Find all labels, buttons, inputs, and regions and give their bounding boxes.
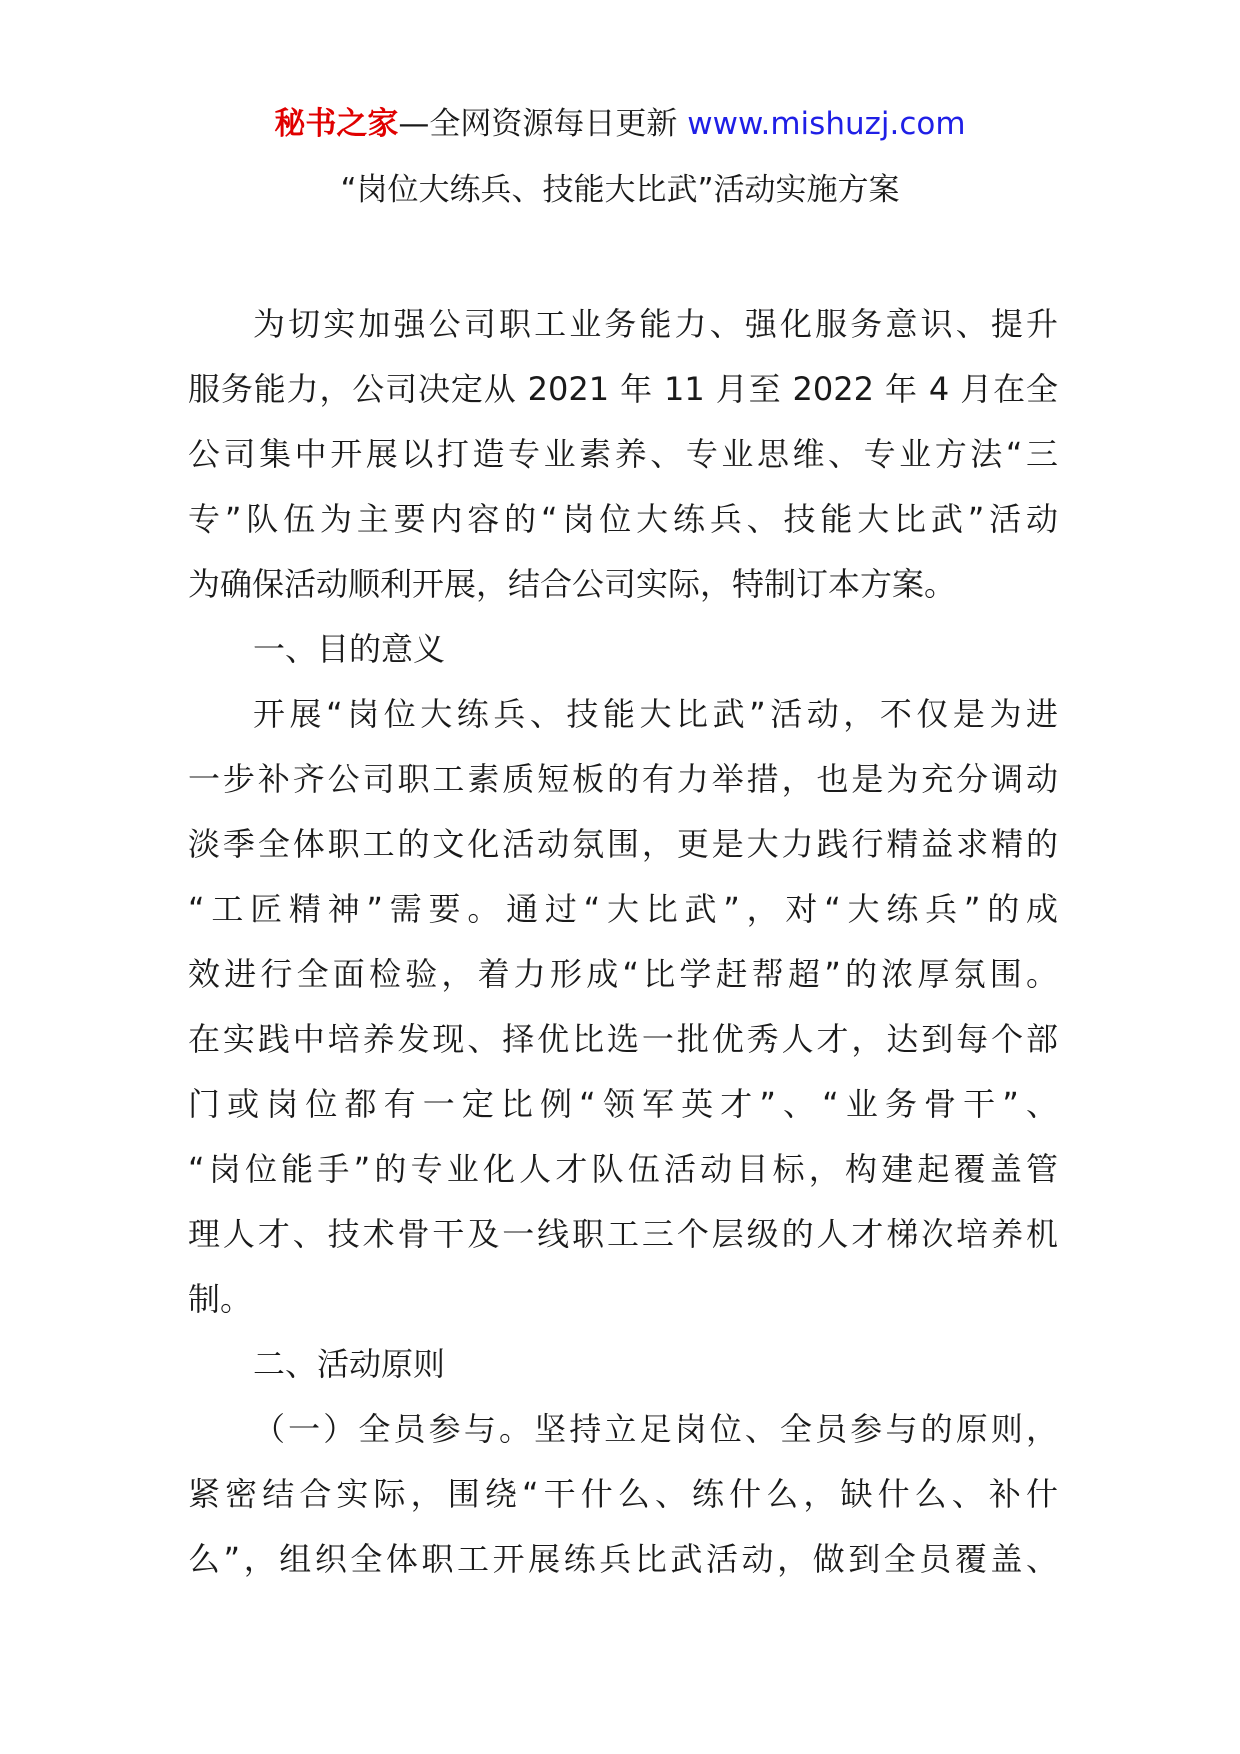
paragraph-line: 公司集中开展以打造专业素养、专业思维、专业方法“三 — [188, 435, 1058, 473]
paragraph-line: 为切实加强公司职工业务能力、强化服务意识、提升 — [253, 305, 1058, 343]
paragraph-line: （一）全员参与。坚持立足岗位、全员参与的原则， — [253, 1410, 1058, 1448]
paragraph-line: 制。 — [188, 1280, 253, 1318]
paragraph-line: 在实践中培养发现、择优比选一批优秀人才，达到每个部 — [188, 1020, 1058, 1058]
document-title: “岗位大练兵、技能大比武”活动实施方案 — [340, 172, 900, 208]
paragraph-line: 开展“岗位大练兵、技能大比武”活动，不仅是为进 — [253, 695, 1058, 733]
section-heading: 一、目的意义 — [253, 630, 446, 668]
paragraph-line: 淡季全体职工的文化活动氛围，更是大力践行精益求精的 — [188, 825, 1058, 863]
paragraph-line: 门或岗位都有一定比例“领军英才”、“业务骨干”、 — [188, 1085, 1058, 1123]
brand-name: 秘书之家 — [274, 106, 399, 142]
paragraph-line: “工匠精神”需要。通过“大比武”，对“大练兵”的成 — [188, 890, 1058, 928]
paragraph-line: 么”，组织全体职工开展练兵比武活动，做到全员覆盖、 — [188, 1540, 1058, 1578]
paragraph-line: 效进行全面检验，着力形成“比学赶帮超”的浓厚氛围。 — [188, 955, 1058, 993]
site-header — [0, 102, 1240, 146]
site-url-link[interactable]: www.mishuzj.com — [687, 106, 966, 142]
paragraph-line: “岗位能手”的专业化人才队伍活动目标，构建起覆盖管 — [188, 1150, 1058, 1188]
document-body — [188, 292, 1058, 1592]
section-heading: 二、活动原则 — [253, 1345, 446, 1383]
paragraph-line: 一步补齐公司职工素质短板的有力举措，也是为充分调动 — [188, 760, 1058, 798]
paragraph-line: 理人才、技术骨干及一线职工三个层级的人才梯次培养机 — [188, 1215, 1058, 1253]
paragraph-line: 为确保活动顺利开展，结合公司实际，特制订本方案。 — [188, 565, 957, 603]
paragraph-line: 紧密结合实际，围绕“干什么、练什么，缺什么、补什 — [188, 1475, 1058, 1513]
paragraph-line: 专”队伍为主要内容的“岗位大练兵、技能大比武”活动 — [188, 500, 1058, 538]
paragraph-line: 服务能力，公司决定从 2021 年 11 月至 2022 年 4 月在全 — [188, 370, 1058, 408]
header-tagline: —全网资源每日更新 — [398, 106, 688, 142]
